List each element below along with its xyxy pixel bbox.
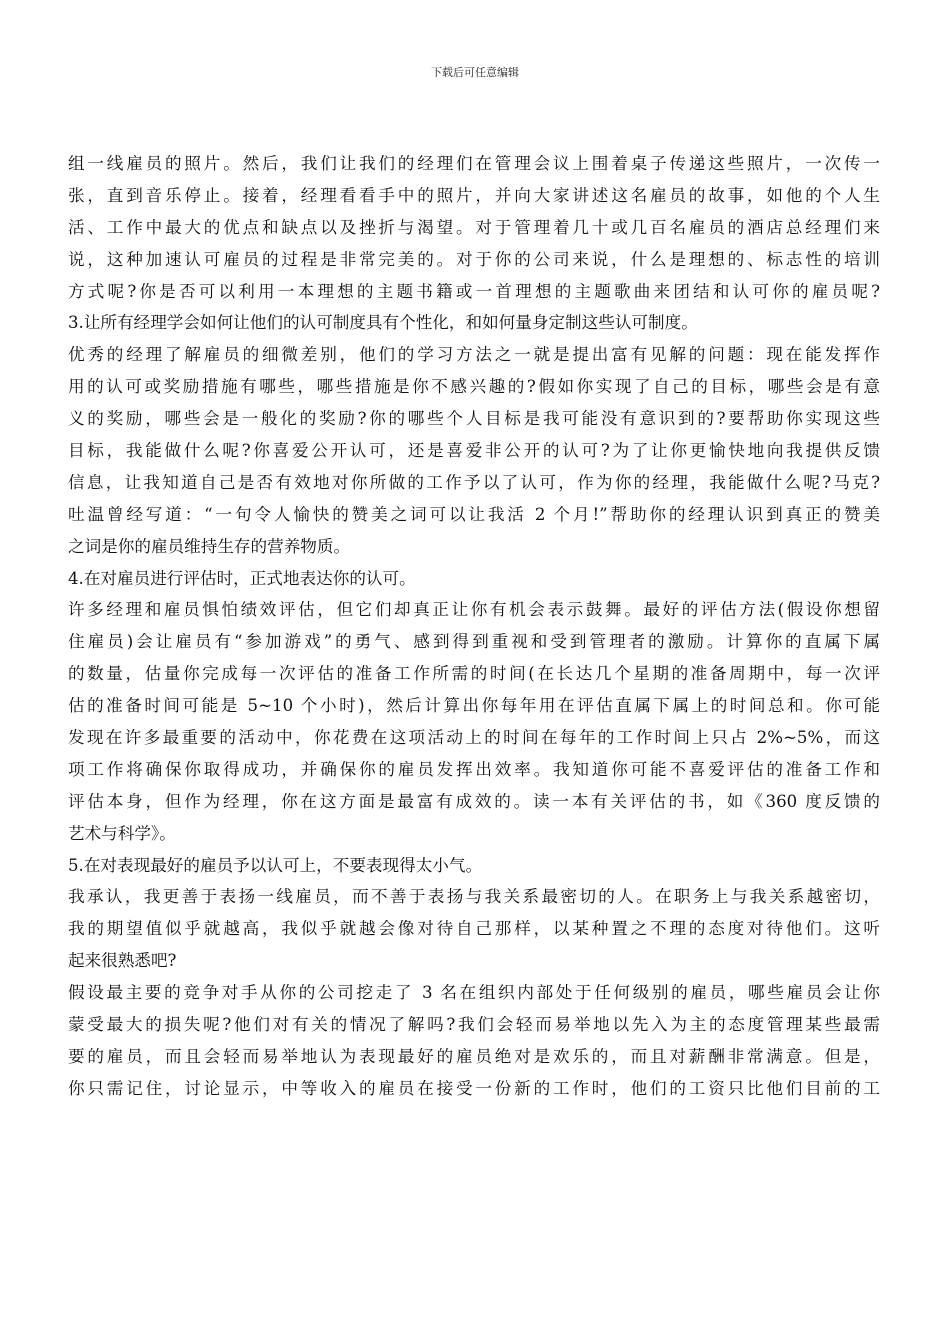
document-body — [68, 148, 880, 1105]
text-line: 信息，让我知道自己是否有效地对你所做的工作予以了认可，作为你的经理，我能做什么呢?马克? — [68, 472, 880, 492]
text-line: 许多经理和雇员惧怕绩效评估，但它们却真正让你有机会表示鼓舞。最好的评估方法(假设你想留 — [68, 600, 880, 620]
text-line: 假设最主要的竞争对手从你的公司挖走了 3 名在组织内部处于任何级别的雇员，哪些雇员会让你 — [68, 983, 880, 1003]
text-line: 你只需记住，讨论显示，中等收入的雇员在接受一份新的工作时，他们的工资只比他们目前的工 — [68, 1078, 880, 1098]
text-line: 吐温曾经写道：“一句令人愉快的赞美之词可以让我活 2 个月!”帮助你的经理认识到真正的赞美 — [68, 504, 880, 524]
text-line: 4.在对雇员进行评估时，正式地表达你的认可。 — [68, 568, 416, 588]
text-line: 我承认，我更善于表扬一线雇员，而不善于表扬与我关系最密切的人。在职务上与我关系越密切， — [68, 887, 880, 907]
text-line: 估的准备时间可能是 5~10 个小时)，然后计算出你每年用在评估直属下属上的时间总和。你可能 — [68, 696, 880, 716]
text-line: 我的期望值似乎就越高，我似乎就越会像对待自己那样，以某种置之不理的态度对待他们。这听 — [68, 919, 880, 939]
text-line: 组一线雇员的照片。然后，我们让我们的经理们在管理会议上围着桌子传递这些照片，一次传一 — [68, 154, 880, 173]
text-line: 5.在对表现最好的雇员予以认可上，不要表现得太小气。 — [68, 855, 483, 875]
text-line: 住雇员)会让雇员有“参加游戏”的勇气、感到得到重视和受到管理者的激励。计算你的直属下属 — [68, 632, 880, 652]
text-line: 之词是你的雇员维持生存的营养物质。 — [68, 536, 351, 556]
text-line: 张，直到音乐停止。接着，经理看看手中的照片，并向大家讲述这名雇员的故事，如他的个人生 — [68, 185, 880, 205]
text-line: 目标，我能做什么呢?你喜爱公开认可，还是喜爱非公开的认可?为了让你更愉快地向我提供反馈 — [68, 441, 880, 461]
text-line: 要的雇员，而且会轻而易举地认为表现最好的雇员绝对是欢乐的，而且对薪酬非常满意。但是， — [68, 1046, 880, 1066]
page-header: 下载后可任意编辑 — [431, 66, 519, 79]
text-line: 的数量，估量你完成每一次评估的准备工作所需的时间(在长达几个星期的准备周期中，每一次评 — [68, 664, 880, 684]
text-line: 发现在许多最重要的活动中，你花费在这项活动上的时间在每年的工作时间上只占 2%~5%，而这 — [68, 728, 880, 748]
text-line: 3.让所有经理学会如何让他们的认可制度具有个性化，和如何量身定制这些认可制度。 — [68, 313, 698, 333]
text-line: 方式呢?你是否可以利用一本理想的主题书籍或一首理想的主题歌曲来团结和认可你的雇员呢? — [68, 281, 880, 301]
text-line: 用的认可或奖励措施有哪些，哪些措施是你不感兴趣的?假如你实现了自己的目标，哪些会是有意 — [68, 377, 880, 397]
text-line: 评估本身，但作为经理，你在这方面是最富有成效的。读一本有关评估的书，如《360 度反馈的 — [68, 791, 880, 811]
text-line: 蒙受最大的损失呢?他们对有关的情况了解吗?我们会轻而易举地以先入为主的态度管理某些最需 — [68, 1015, 880, 1035]
text-line: 起来很熟悉吧? — [68, 951, 177, 971]
text-line: 优秀的经理了解雇员的细微差别，他们的学习方法之一就是提出富有见解的问题：现在能发挥作 — [68, 345, 880, 365]
text-line: 项工作将确保你取得成功，并确保你的雇员发挥出效率。我知道你可能不喜爱评估的准备工作和 — [68, 759, 880, 779]
text-line: 活、工作中最大的优点和缺点以及挫折与渴望。对于管理着几十或几百名雇员的酒店总经理们来 — [68, 217, 880, 237]
text-line: 义的奖励，哪些会是一般化的奖励?你的哪些个人目标是我可能没有意识到的?要帮助你实现这些 — [68, 409, 880, 429]
text-line: 艺术与科学》。 — [68, 823, 176, 843]
text-line: 说，这种加速认可雇员的过程是非常完美的。对于你的公司来说，什么是理想的、标志性的培训 — [68, 249, 880, 269]
